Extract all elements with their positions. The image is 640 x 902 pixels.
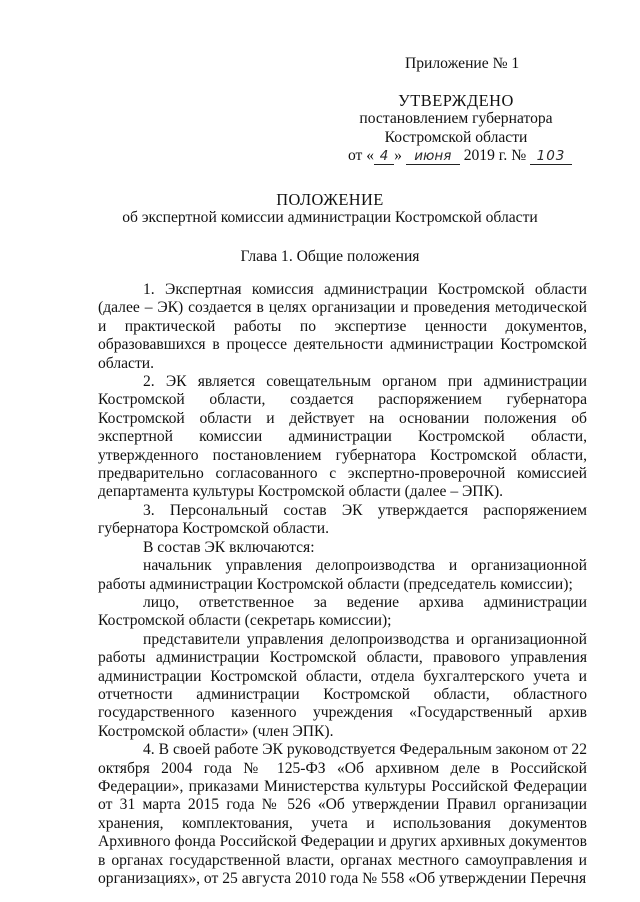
approved-heading: УТВЕРЖДЕНО: [398, 91, 514, 110]
paragraph-1: 1. Экспертная комиссия администрации Костромской области (далее – ЭК) создается в целях организации и проведения методической и практической работы по экспертизе ценности документов, образовавшихся в процессе деятельности администрации Костромской области.: [98, 281, 587, 372]
approval-block: [340, 92, 572, 166]
paragraph-chairman: начальник управления делопроизводства и организационной работы администрации Костромской области (председатель комиссии);: [98, 557, 587, 593]
paragraph-representatives: представители управления делопроизводства и организационной работы администрации Костромской области, правового управления администрации Костромской области, отдела бухгалтерского учета и отчетности администрации Костромской области, областного государственного казенного учреждения «Государственный архив Костромской области» (член ЭПК).: [98, 630, 587, 740]
date-day-close: »: [394, 147, 402, 165]
paragraph-2: 2. ЭК является совещательным органом при администрации Костромской области, создается распоряжением губернатора Костромской области и действует на основании положения об экспертной комиссии администрации Костромской области, утвержденного постановлением губернатора Костромской области, предварительно согласованного с экспертно-проверочной комиссией департамента культуры Костромской области (далее – ЭПК).: [98, 373, 587, 501]
document-title: ПОЛОЖЕНИЕ: [276, 190, 384, 209]
date-month-handwritten: июня: [406, 149, 460, 165]
approval-date-line: [340, 147, 572, 165]
approval-line-1: постановлением губернатора: [359, 110, 553, 128]
document-title-block: [60, 191, 600, 228]
document-subtitle: об экспертной комиссии администрации Костромской области: [122, 209, 538, 227]
approval-line-2: Костромской области: [384, 128, 528, 146]
date-year-text: 2019 г. №: [463, 147, 527, 165]
document-body: [98, 281, 587, 888]
paragraph-composition-intro: В состав ЭК включаются:: [143, 538, 315, 556]
decree-number-handwritten: 103: [530, 149, 572, 165]
date-day-handwritten: 4: [374, 149, 394, 165]
paragraph-3: 3. Персональный состав ЭК утверждается распоряжением губернатора Костромской области.: [98, 501, 587, 538]
chapter-heading: Глава 1. Общие положения: [240, 248, 420, 265]
paragraph-secretary: лицо, ответственное за ведение архива администрации Костромской области (секретарь комиссии);: [98, 593, 587, 630]
paragraph-4: 4. В своей работе ЭК руководствуется Федеральным законом от 22 октября 2004 года № 125-ФЗ «Об архивном деле в Российской Федерации», приказами Министерства культуры Российской Федерации от 31 марта 2015 года № 526 «Об утверждении Правил организации хранения, комплектования, учета и использования документов Архивного фонда Российской Федерации и других архивных документов в органах государственной власти, органах местного самоуправления и организациях», от 25 августа 2010 года № 558 «Об утверждении Перечня: [98, 741, 587, 887]
appendix-label: Приложение № 1: [405, 55, 520, 72]
date-prefix: от «: [347, 147, 375, 165]
